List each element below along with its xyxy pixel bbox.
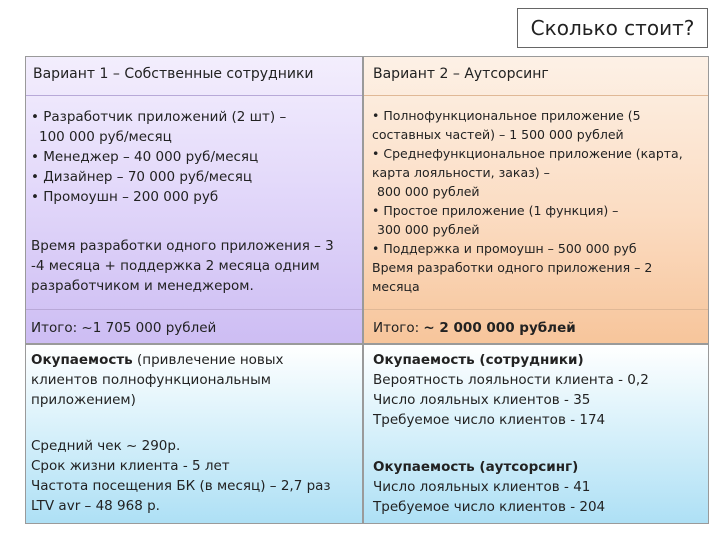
variant2-bullet-3: • Простое приложение (1 функция) –: [372, 203, 619, 218]
variant2-header-divider: [364, 95, 708, 96]
payback-left-heading: [31, 351, 284, 370]
variant1-bullet-1-cont: 100 000 руб/месяц: [39, 129, 172, 145]
payback-outsourcing-line-2: Требуемое число клиентов - 204: [373, 499, 606, 515]
payback-left-line-2: приложением): [31, 392, 136, 408]
slide-title: Сколько стоит?: [517, 8, 708, 48]
payback-left-stat-1: Средний чек ~ 290р.: [31, 438, 181, 454]
payback-left-heading-rest: (привлечение новых: [132, 352, 284, 368]
variant1-bullet-4: • Промоушн – 200 000 руб: [31, 189, 219, 205]
payback-employees-heading-text: Окупаемость (сотрудники): [373, 352, 584, 368]
payback-employees-line-2: Число лояльных клиентов - 35: [373, 392, 591, 408]
variant1-header: Вариант 1 – Собственные сотрудники: [33, 66, 314, 82]
payback-left-line-1: клиентов полнофункциональным: [31, 372, 271, 388]
variant1-bullet-3: • Дизайнер – 70 000 руб/месяц: [31, 169, 253, 185]
payback-left-cell: [25, 344, 363, 524]
variant1-devtime-1: Время разработки одного приложения – 3: [31, 238, 334, 254]
variant1-devtime-2: -4 месяца + поддержка 2 месяца одним: [31, 258, 320, 274]
variant2-bullet-2: • Среднефункциональное приложение (карта,: [372, 146, 683, 161]
variant2-bullet-2-cont: карта лояльности, заказ) –: [372, 165, 550, 180]
variant2-bullet-1: • Полнофункциональное приложение (5: [372, 108, 641, 123]
variant2-bullet-4: • Поддержка и промоушн – 500 000 руб: [372, 241, 637, 256]
payback-left-stat-3: Частота посещения БК (в месяц) – 2,7 раз: [31, 478, 331, 494]
variant1-bullet-2: • Менеджер – 40 000 руб/месяц: [31, 149, 259, 165]
variant2-bullet-3-price: 300 000 рублей: [377, 222, 480, 237]
payback-employees-heading: [373, 351, 584, 370]
variant1-bullet-1: • Разработчик приложений (2 шт) –: [31, 109, 287, 125]
variant1-total-divider: [26, 309, 362, 310]
variant2-bullet-1-cont: составных частей) – 1 500 000 рублей: [372, 127, 624, 142]
payback-right-cell: [363, 344, 709, 524]
variant2-cell: [363, 56, 709, 344]
payback-outsourcing-heading-text: Окупаемость (аутсорсинг): [373, 459, 579, 475]
payback-left-heading-bold: Окупаемость: [31, 352, 133, 368]
variant1-cell: [25, 56, 363, 344]
variant2-total-divider: [364, 309, 708, 310]
variant2-bullet-2-price: 800 000 рублей: [377, 184, 480, 199]
variant1-total: Итого: ~1 705 000 рублей: [31, 320, 217, 336]
variant2-devtime-1: Время разработки одного приложения – 2: [372, 260, 653, 275]
variant2-total-value: ~ 2 000 000 рублей: [423, 320, 576, 336]
payback-employees-line-3: Требуемое число клиентов - 174: [373, 412, 606, 428]
payback-outsourcing-line-1: Число лояльных клиентов - 41: [373, 479, 591, 495]
payback-left-stat-2: Срок жизни клиента - 5 лет: [31, 458, 230, 474]
variant1-header-divider: [26, 95, 362, 96]
variant2-total: [373, 319, 576, 338]
variant2-total-label: Итого:: [373, 320, 424, 336]
variant2-devtime-2: месяца: [372, 279, 420, 294]
payback-left-stat-4: LTV avr – 48 968 р.: [31, 498, 160, 514]
variant2-header: Вариант 2 – Аутсорсинг: [373, 66, 549, 82]
payback-employees-line-1: Вероятность лояльности клиента - 0,2: [373, 372, 649, 388]
variant1-devtime-3: разработчиком и менеджером.: [31, 278, 254, 294]
payback-outsourcing-heading: [373, 458, 578, 477]
